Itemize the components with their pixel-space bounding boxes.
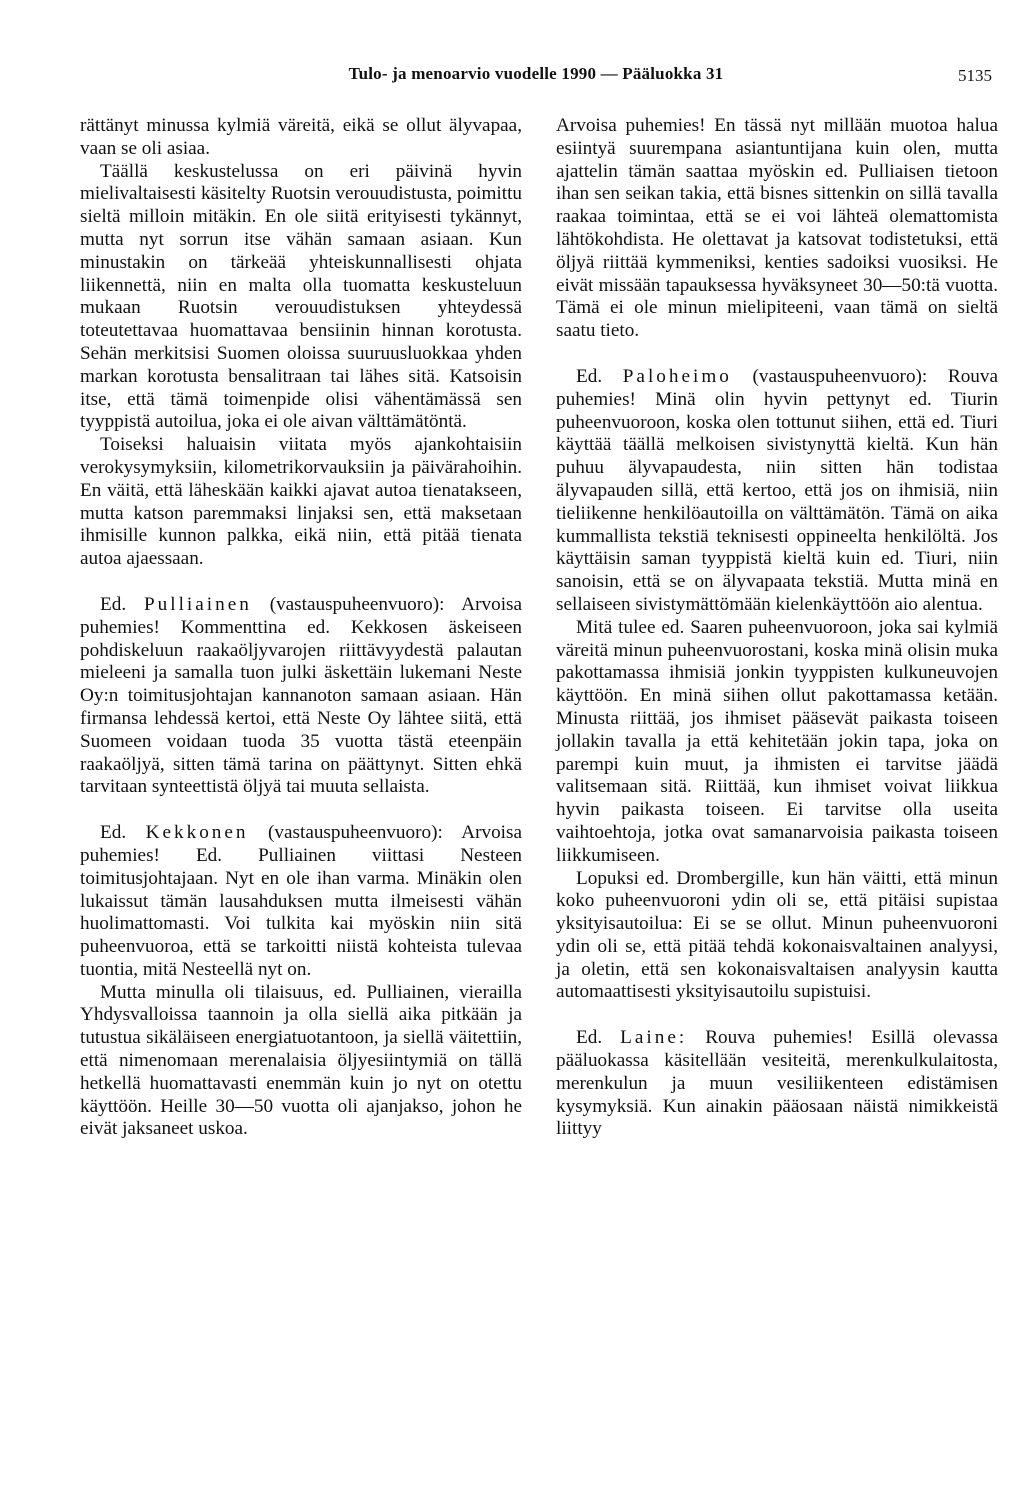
speech-text: (vastauspuheenvuoro): Rouva puhemies! Minä olin hyvin pettynyt ed. Tiurin puheenvuoroon, koska olen tottunut siihen, että ed. Tiuri käyttää täällä melkoisen sivistynyttä kieltä. Kun hän puhuu älyvapaudesta, niin sitten hän todistaa älyvapauden sillä, että kertoo, että jos on ihmisiä, niin tieliikenne henkilöautoilla on välttämätön. Tämä on aika kummallista tekstiä teknisesti oppineelta henkilöltä. Jos käyttäisin saman tyyppistä kieltä kuin ed. Tiuri, niin sanoisin, että se on älyvapaata tekstiä. Mutta minä en sellaiseen sivistymättömään kielenkäyttöön aio alentua. [556,365,998,615]
running-title: Tulo- ja menoarvio vuodelle 1990 — Pääluokka 31 [348,64,724,83]
speaker-prefix: Ed. [576,1027,603,1049]
page-number: 5135 [958,66,992,85]
speech-laine [556,1027,998,1141]
right-column [556,115,998,1141]
speech-text: (vastauspuheenvuoro): Arvoisa puhemies! Kommenttina ed. Kekkosen äskeiseen pohdiskeluun raakaöljyvarojen riittävyydestä palautan mieleeni ja samalla tuon julki äskettäin lukemani Neste Oy:n toimitusjohtajan kannanoton samaan asiaan. Hän firmansa lehdessä kertoi, että Neste Oy lähtee siitä, että Suomeen voidaan tuoda 35 vuotta tästä eteenpäin raakaöljyä, sitten tämä tarina on päättynyt. Sitten ehkä tarvitaan synteettistä öljyä tai muuta sellaista. [80,593,523,798]
speaker-name: Paloheimo [622,365,732,387]
speaker-prefix: Ed. [576,365,603,387]
speaker-name: Kekkonen [145,822,249,844]
speech-paloheimo [556,366,998,617]
left-column [80,115,522,1141]
speech-text: (vastauspuheenvuoro): Arvoisa puhemies! Ed. Pulliainen viittasi Nesteen toimitusjohtajaan. Nyt en ole ihan varma. Minäkin olen lukaissut tämän lausahduksen mutta ilmeisesti vähän huolimattomasti. Voi tulkita kai myöskin niin sitä puheenvuoroa, että se tarkoitti niistä kohteista tulevaa tuontia, mitä Nesteellä nyt on. [80,822,522,980]
speaker-name: Pulliainen [144,593,252,615]
paragraph: Toiseksi haluaisin viitata myös ajankohtaisiin verokysymyksiin, kilometrikorvauksiin ja päivärahoihin. En väitä, että läheskään kaikki ajavat autoa tienatakseen, mutta katson paremmaksi linjaksi sen, että maksetaan ihmisille kunnon palkka, eikä niin, että pitää tienata autoa ajaessaan. [80,434,522,570]
paragraph: Täällä keskustelussa on eri päivinä hyvin mielivaltaisesti käsitelty Ruotsin verouudistusta, poimittu sieltä milloin mitäkin. En ole siitä erityisesti tykännyt, mutta nyt sorrun itse vähän samaan asiaan. Kun minustakin on tärkeää yhteiskunnallisesti ohjata liikennettä, niin en malta olla tuomatta keskusteluun mukaan Ruotsin verouudistuksen yhteydessä toteutettavaa huomattavaa bensiinin hinnan korotusta. Sehän merkitsisi Suomen oloissa suuruusluokkaa yhden markan korotusta bensalitraan tai lähes sitä. Katsoisin itse, että tämä toimenpide olisi vähentämässä sen tyyppistä autoilua, joka ei ole aivan välttämätöntä. [80,160,522,433]
paragraph: Lopuksi ed. Drombergille, kun hän väitti, että minun koko puheenvuoroni ydin oli se, että pitäisi supistaa yksityisautoilua: Ei se se ollut. Minun puheenvuoroni ydin oli se, että pitää tehdä kokonaisvaltainen analyysi, ja oletin, että sen kokonaisvaltaisen analyysin kautta automaattisesti yksityisautoilu supistuisi. [556,867,998,1003]
paragraph: Mitä tulee ed. Saaren puheenvuoroon, joka sai kylmiä väreitä minun puheenvuorostani, koska minä olisin muka pakottamassa ihmisiä jonkin tyyppisten kulkuneuvojen käyttöön. En minä siihen ollut pakottamassa ketään. Minusta riittää, jos ihmiset pääsevät paikasta toiseen jollakin tavalla ja että kehitetään jokin tapa, joka on parempi kuin muut, ja ihmisten ei tarvitse jäädä valitsemaan sitä. Riittää, kun ihmiset voivat liikkua hyvin paikasta toiseen. Ei tarvitse olla useita vaihtoehtoja, jotka ovat samanarvoisia paikasta toiseen liikkumiseen. [556,616,998,866]
speaker-prefix: Ed. [100,593,127,615]
paragraph: Mutta minulla oli tilaisuus, ed. Pulliainen, vierailla Yhdysvalloissa taannoin ja olla siellä aika pitkään ja tutustua sikäläiseen energiatuotantoon, ja siellä väitettiin, että nimenomaan merenalaisia öljyesiintymiä on tällä hetkellä huomattavasti enemmän kuin jo nyt on otettu käyttöön. Heille 30—50 vuotta oli ajanjakso, johon he eivät jaksaneet uskoa. [80,981,522,1140]
speech-kekkonen [80,822,522,982]
speaker-prefix: Ed. [100,822,127,844]
page-header [80,64,992,88]
speaker-name: Laine: [620,1027,688,1049]
speech-pulliainen [80,594,522,799]
paragraph: Arvoisa puhemies! En tässä nyt millään muotoa halua esiintyä suurempana asiantuntijana kuin olen, mutta ajattelin tämän saattaa myöskin ed. Pulliaisen tietoon ihan sen seikan takia, että bisnes sittenkin on sillä tavalla raakaa toimintaa, että se ei voi lähteä olemattomista lähtökohdista. He olettavat ja katsovat todistetuksi, että öljyä riittää kymmeniksi, kenties sadoiksi vuosiksi. He eivät missään tapauksessa hyväksyneet 30—50:tä vuotta. Tämä ei ole minun mielipiteeni, vaan tämä on sieltä saatu tieto. [556,115,998,342]
paragraph: rättänyt minussa kylmiä väreitä, eikä se ollut älyvapaa, vaan se oli asiaa. [80,115,522,159]
speech-text: Rouva puhemies! Esillä olevassa pääluokassa käsitellään vesiteitä, merenkulkulaitosta, merenkulun ja muun vesiliikenteen edistämisen kysymyksiä. Kun ainakin pääosaan näistä nimikkeistä liittyy [556,1027,998,1140]
